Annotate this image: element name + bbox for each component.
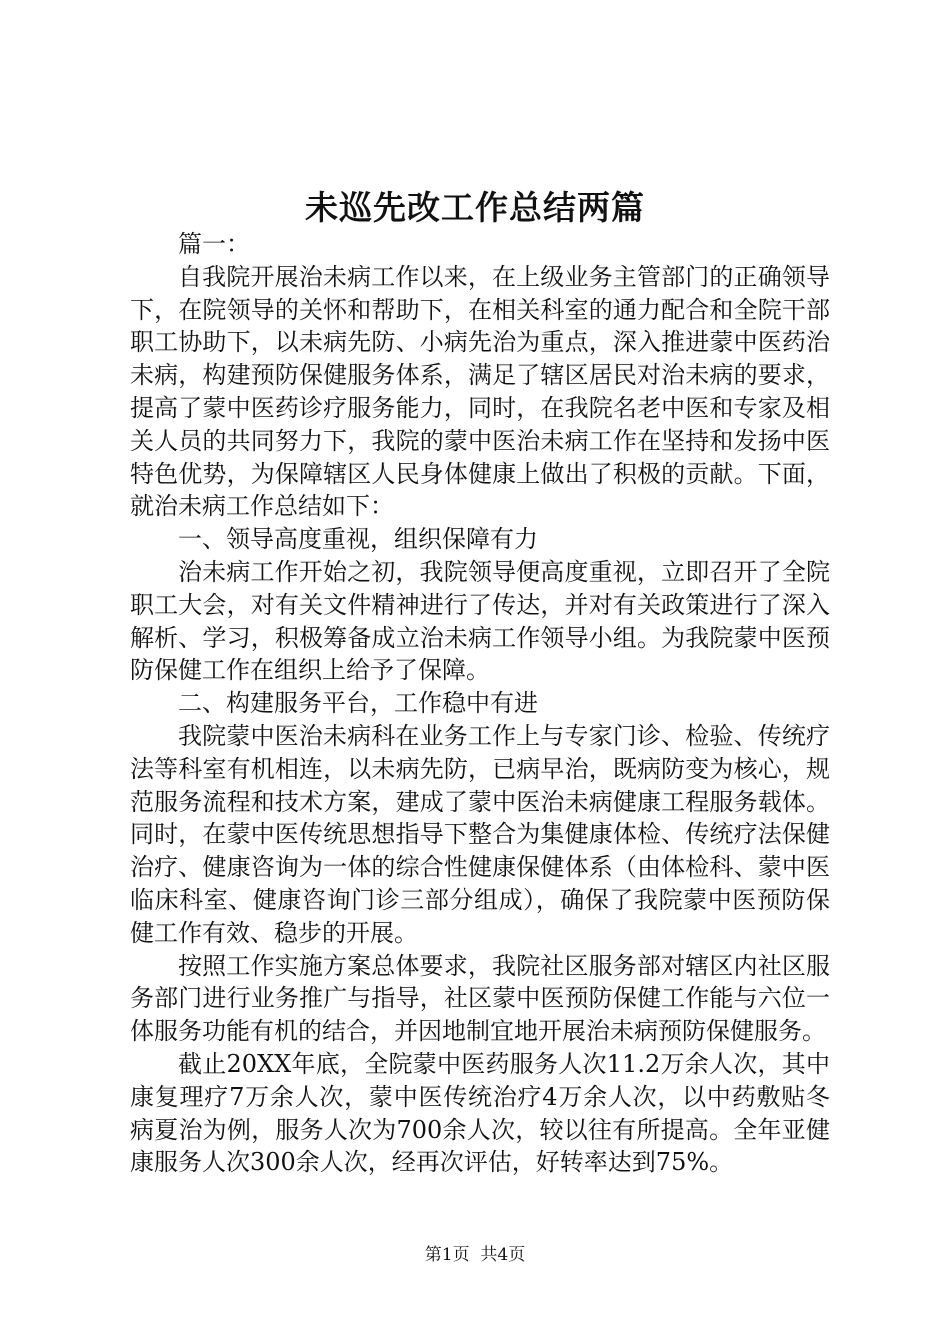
document-title: 未巡先改工作总结两篇 xyxy=(305,188,645,227)
section-1-paragraph: 治未病工作开始之初，我院领导便高度重视，立即召开了全院职工大会，对有关文件精神进行了传达，并对有关政策进行了深入解析、学习，积极筹备成立治未病工作领导小组。为我院蒙中医预防保健工作在组织上给予了保障。 xyxy=(130,557,830,685)
section-heading-1: 一、领导高度重视，组织保障有力 xyxy=(178,525,538,554)
page-footer xyxy=(0,1242,950,1268)
page-total: 共4页 xyxy=(480,1245,526,1265)
page-number: 第1页 xyxy=(424,1245,470,1265)
section-2-paragraph-1: 我院蒙中医治未病科在业务工作上与专家门诊、检验、传统疗法等科室有机相连，以未病先防，已病早治，既病防变为核心，规范服务流程和技术方案，建成了蒙中医治未病健康工程服务载体。同时，在蒙中医传统思想指导下整合为集健康体检、传统疗法保健治疗、健康咨询为一体的综合性健康保健体系（由体检科、蒙中医临床科室、健康咨询门诊三部分组成），确保了我院蒙中医预防保健工作有效、稳步的开展。 xyxy=(130,721,830,947)
section-2-paragraph-2: 按照工作实施方案总体要求，我院社区服务部对辖区内社区服务部门进行业务推广与指导，社区蒙中医预防保健工作能与六位一体服务功能有机的结合，并因地制宜地开展治未病预防保健服务。 xyxy=(130,951,830,1046)
intro-paragraph: 自我院开展治未病工作以来，在上级业务主管部门的正确领导下，在院领导的关怀和帮助下，在相关科室的通力配合和全院干部职工协助下，以未病先防、小病先治为重点，深入推进蒙中医药治未病，构建预防保健服务体系，满足了辖区居民对治未病的要求，提高了蒙中医药诊疗服务能力，同时，在我院名老中医和专家及相关人员的共同努力下，我院的蒙中医治未病工作在坚持和发扬中医特色优势，为保障辖区人民身体健康上做出了积极的贡献。下面，就治未病工作总结如下： xyxy=(130,262,830,521)
section-2-paragraph-3: 截止20XX年底，全院蒙中医药服务人次11.2万余人次，其中康复理疗7万余人次，蒙中医传统治疗4万余人次，以中药敷贴冬病夏治为例，服务人次为700余人次，较以往有所提高。全年亚健康服务人次300余人次，经再次评估，好转率达到75%。 xyxy=(130,1049,830,1177)
document-body xyxy=(130,228,830,1179)
section-heading-2: 二、构建服务平台，工作稳中有进 xyxy=(178,689,538,718)
section-label: 篇一： xyxy=(178,230,250,258)
